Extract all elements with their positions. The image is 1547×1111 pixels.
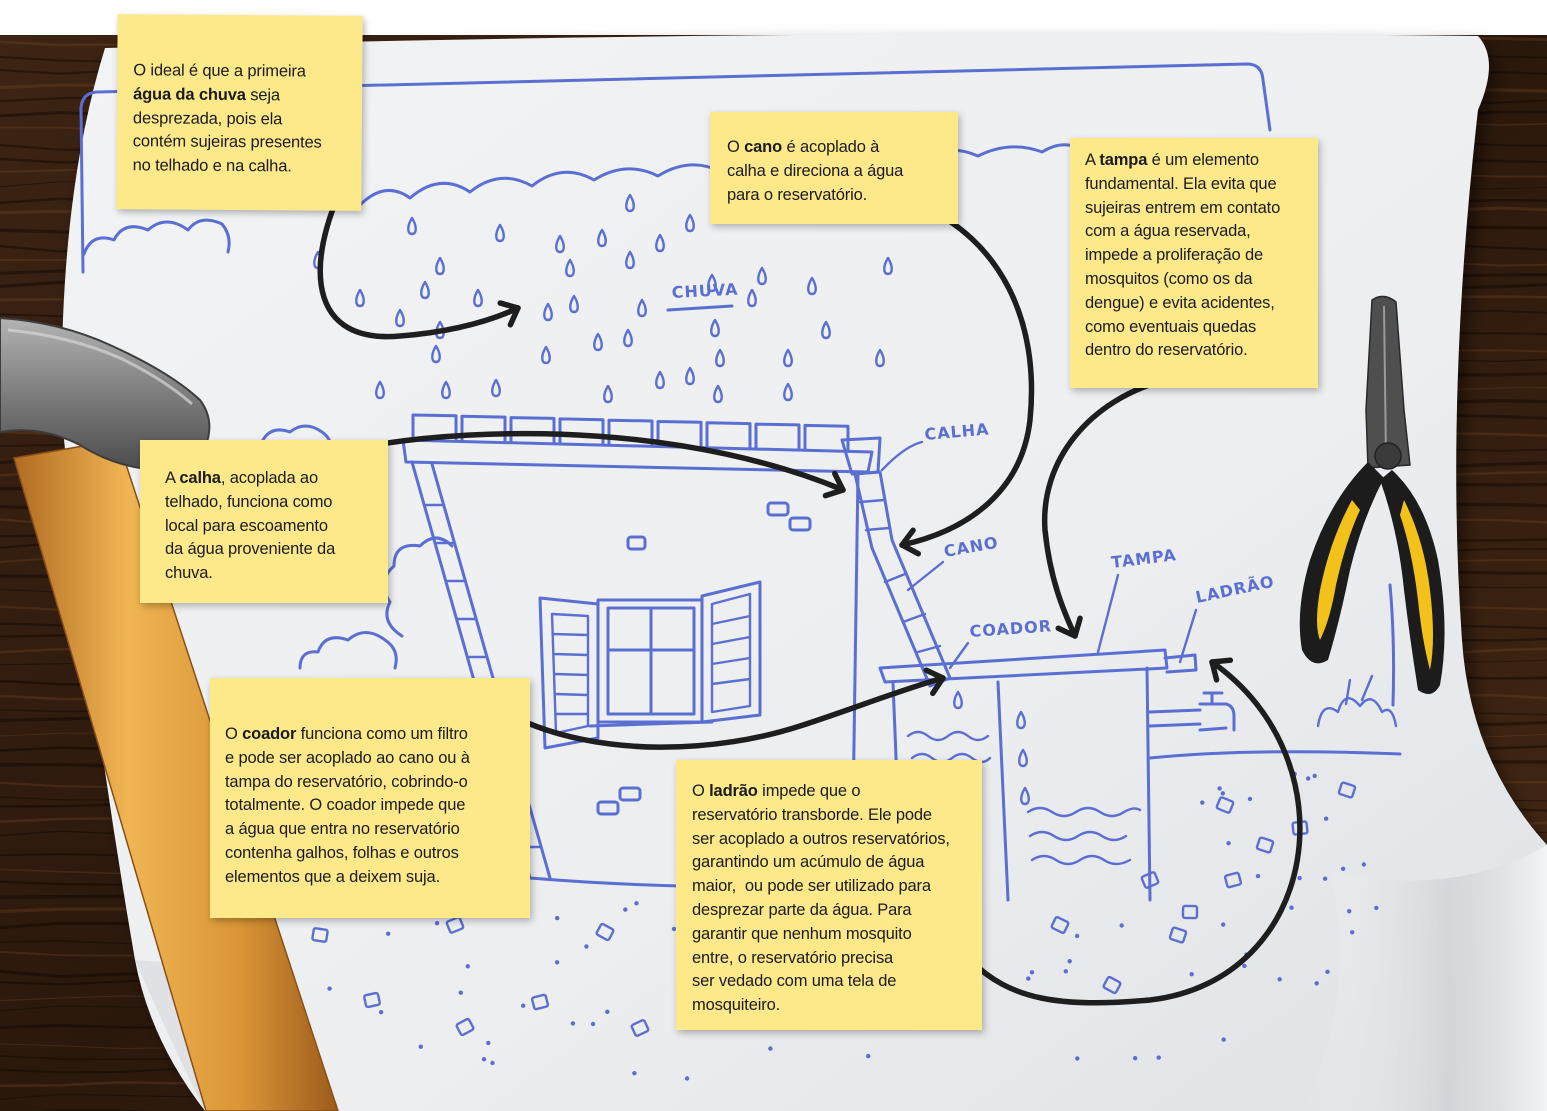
note-text-start: O <box>692 782 710 800</box>
ground-dot <box>555 960 559 964</box>
note-text-start: A <box>1085 151 1100 169</box>
ground-dot <box>1075 934 1079 938</box>
note-text-start: O <box>225 725 243 743</box>
ground-dot <box>327 986 331 990</box>
note-text-rest: é um elemento fundamental. Ela evita que sujeiras entrem em contato com a água reservada, impede a proliferação de mosquitos (como os da dengue) e evita acidentes, como eventuais quedas dentro do reservatório. <box>1085 151 1281 360</box>
ground-dot <box>1221 922 1225 926</box>
ground-dot <box>634 901 638 905</box>
ground-dot <box>605 1010 609 1014</box>
note-text <box>225 723 530 890</box>
note-agua-da-chuva <box>116 14 362 211</box>
ground-dot <box>623 907 627 911</box>
ground-dot <box>1157 1055 1161 1059</box>
ground-dot <box>1226 841 1230 845</box>
ground-dot <box>1075 1056 1079 1060</box>
ground-dot <box>685 1076 689 1080</box>
label-calha: CALHA <box>923 419 991 444</box>
ground-dot <box>466 964 470 968</box>
ground-dot <box>768 1046 772 1050</box>
ground-dot <box>1350 930 1354 934</box>
ground-dot <box>459 991 463 995</box>
note-text <box>727 136 958 207</box>
ground-dot <box>419 1045 423 1049</box>
ground-dot <box>379 1010 383 1014</box>
ground-dot <box>490 1061 494 1065</box>
ground-dot <box>1324 817 1328 821</box>
ground-dot <box>521 1004 525 1008</box>
note-key-term: tampa <box>1099 151 1148 169</box>
ground-dot <box>1297 876 1301 880</box>
ground-dot <box>1256 874 1260 878</box>
note-calha <box>140 440 388 603</box>
ground-dot <box>1026 976 1030 980</box>
note-text <box>1085 149 1318 363</box>
note-key-term: coador <box>242 725 297 743</box>
note-ladrao <box>676 760 982 1030</box>
note-text-start: O ideal é que a primeira <box>133 61 306 81</box>
note-text <box>133 59 363 180</box>
ground-dot <box>1248 797 1252 801</box>
note-cano <box>710 112 958 224</box>
ground-dot <box>1289 906 1293 910</box>
note-key-term: cano <box>744 138 783 156</box>
ground-dot <box>1120 923 1124 927</box>
ground-dot <box>1323 877 1327 881</box>
label-chuva: CHUVA <box>671 279 739 302</box>
ground-dot <box>386 932 390 936</box>
label-cano: CANO <box>942 532 1000 561</box>
note-tampa <box>1070 138 1318 388</box>
ground-dot <box>1222 1037 1226 1041</box>
ground-dot <box>591 1022 595 1026</box>
note-text-start: A <box>165 469 180 487</box>
ground-dot <box>1064 969 1068 973</box>
pliers-pivot <box>1375 443 1401 469</box>
note-text-rest: é acoplado à calha e direciona a água para o reservatório. <box>727 138 904 204</box>
ground-dot <box>1217 786 1221 790</box>
ground-dot <box>1341 867 1345 871</box>
ground-dot <box>1190 972 1194 976</box>
ground-dot <box>632 1071 636 1075</box>
ground-dot <box>1200 800 1204 804</box>
ground-dot <box>866 1054 870 1058</box>
note-coador <box>210 678 530 918</box>
label-tampa: TAMPA <box>1110 545 1178 572</box>
ground-dot <box>1313 774 1317 778</box>
ground-dot <box>1068 959 1072 963</box>
note-text-rest: , acoplada ao telhado, funciona como local para escoamento da água proveniente da chuva. <box>165 469 336 583</box>
ground-dot <box>486 1041 490 1045</box>
label-coador: COADOR <box>968 616 1053 641</box>
ground-dot <box>1325 970 1329 974</box>
ground-dot <box>1221 791 1225 795</box>
ground-dot <box>1278 977 1282 981</box>
ground-dot <box>1347 909 1351 913</box>
ground-dot <box>1133 1056 1137 1060</box>
ground-dot <box>1242 964 1246 968</box>
ground-dot <box>555 916 559 920</box>
ground-dot <box>482 1057 486 1061</box>
ground-dot <box>1315 981 1319 985</box>
note-text-rest: impede que o reservatório transborde. Ele pode ser acoplado a outros reservatórios, garantindo um acúmulo de água maior, ou pode ser utilizado para desprezar parte da água. Para garantir que nenhum mosquito entre, o reservatório precisa ser vedado com uma tela de mosquiteiro. <box>692 782 950 1015</box>
note-text <box>692 780 982 1018</box>
note-text <box>165 467 388 586</box>
note-text-rest: seja desprezada, pois ela contém sujeiras presentes no telhado e na calha. <box>132 85 322 176</box>
ground-dot <box>435 921 439 925</box>
ground-dot <box>584 944 588 948</box>
ground-dot <box>1306 776 1310 780</box>
note-text-start: O <box>727 138 745 156</box>
ground-dot <box>1374 906 1378 910</box>
ground-dot <box>1030 970 1034 974</box>
note-key-term: ladrão <box>709 782 758 800</box>
note-text-rest: funciona como um filtro e pode ser acoplado ao cano ou à tampa do reservatório, cobrindo-o totalmente. O coador impede que a água que entra no reservatório contenha galhos, folhas e outros elementos que a deixem suja. <box>225 725 470 886</box>
ground-dot <box>571 1021 575 1025</box>
note-key-term: calha <box>179 469 221 487</box>
ground-dot <box>1362 862 1366 866</box>
note-key-term: água da chuva <box>133 85 246 104</box>
label-ladrao: LADRÃO <box>1193 571 1277 607</box>
